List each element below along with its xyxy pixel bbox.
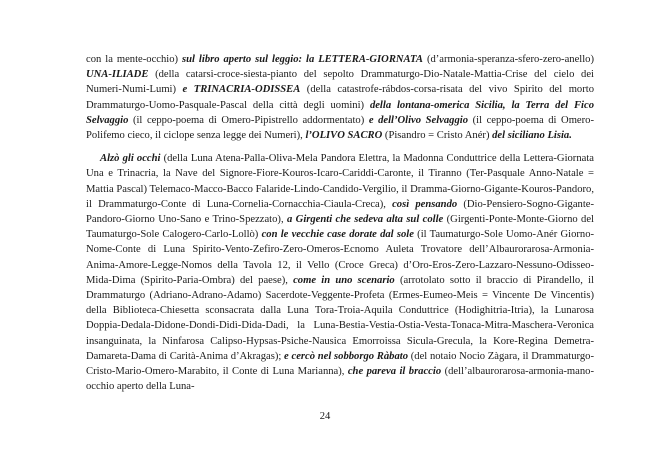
body-text-run: (della catarsi-croce-siesta-pianto del sepolto Drammaturgo-Dio-Natale-Mattia-Crise del cielo dei Numeri-Numi-Lumi) <box>86 69 594 96</box>
body-text-run: (della catastrofe-rábdos-corsa-risata del vivo Spirito del morto Drammaturgo-Uomo-Pasquale-Pascal della città degli uomini) <box>86 84 595 111</box>
body-text <box>86 52 594 394</box>
emphasis-text: UNA-ILIADE <box>86 69 149 81</box>
body-text-run: (d’armonia-speranza-sfero-zero-anello) <box>422 54 594 65</box>
emphasis-text: con le vecchie case dorate dal sole <box>261 229 414 241</box>
emphasis-text: così pensando <box>392 198 458 210</box>
body-text-run: (il ceppo-poema di Omero-Polifemo cieco, il ciclope senza legge dei Numeri), <box>86 114 594 142</box>
emphasis-text: Alzò gli occhi <box>100 153 161 165</box>
paragraph-2 <box>86 151 594 394</box>
paragraph-1 <box>86 52 594 143</box>
body-text-run: (del notaio Nocio Zàgara, il Drammaturgo-Cristo-Mario-Omero-Marabito, il Conte di Luna Marianna), <box>86 350 594 378</box>
body-text-run: (dell’albaurorarosa-armonia-mano-occhio aperto della Luna- <box>86 366 594 393</box>
emphasis-text: e TRINACRIA-ODISSEA <box>182 84 301 96</box>
body-text-run: (Dio-Pensiero-Sogno-Gigante-Pandoro-Giorno Uno-Sano e Trino-Spezzato), <box>86 198 594 226</box>
body-text-run: (il ceppo-poema di Omero-Pipistrello addormentato) <box>128 114 369 126</box>
body-text-run: (della Luna Atena-Palla-Oliva-Mela Pandora Elettra, la Madonna Conduttrice della Lettera-Giornata Una e Trinacria, la Nave del Signore-Fiore-Kouros-Icaro-Cariddi-Caronte, il Tiranno (Ter-Pasquale Anno-Natale = Mattia Pascal) Telemaco-Macco-Bacco Falaride-Lindo-Candido-Vergilio, il Dramma-Giorno-Gigante-Kouros-Pandoro, il Drammaturgo-Conte di Luna-Cornelia-Cornacchia-Ciaula-Creca), <box>86 153 594 210</box>
body-text-run: con la mente-occhio) <box>86 54 183 65</box>
emphasis-text: come in uno scenario <box>293 274 395 286</box>
emphasis-text: sul libro aperto sul leggio: la LETTERA-GIORNATA <box>182 54 423 65</box>
emphasis-text: che pareva il braccio <box>347 366 442 378</box>
emphasis-text: e cercò nel sobborgo Ràbato <box>284 350 408 362</box>
emphasis-text: del siciliano Lisia. <box>492 130 572 142</box>
emphasis-text: della lontana-omerica Sicilia, la Terra del Fico Selvaggio <box>86 99 594 126</box>
body-text-run: (il Taumaturgo-Sole Uomo-Anér Giorno-Nome-Conte di Luna Spirito-Vento-Zefiro-Zero-Omeros-Ecnomo Auleta Trovatore dell’Albaurorarosa-Armonia-Anima-Amore-Legge-Nomos della Tavola 12, il Vello (Croce Greca) d’Oro-Eros-Zero-Lazzaro-Nessuno-Odisseo-Mida-Dima (Spirito-Paria-Ombra) del paese), <box>86 229 595 286</box>
emphasis-text: e dell’Olivo Selvaggio <box>368 114 469 126</box>
body-text-run: (arrotolato sotto il braccio di Pirandello, il Drammaturgo (Adriano-Adrano-Adamo) Sacerdote-Veggente-Profeta (Ermes-Eumeo-Meis = Vincente De Vincentis) della Biblioteca-Chiesetta sconsacrata dalla Luna Tora-Troia-Aquila Conduttrice (Hodighitria-Itria), la Lunarosa Doppia-Dedala-Didone-Dondi-Didì-Dida-Dadi, la Luna-Bestia-Vestia-Ostia-Vesta-Tonaca-Mitra-Maschera-Veronica insanguinata, la Ninfarosa Calipso-Hypsas-Psiche-Nausica Emorroissa Sicula-Grecula, la Kore-Regina Demetra-Damareta-Dama di Carità-Anima d’Akragas); <box>86 274 594 362</box>
body-text-run: (Girgenti-Ponte-Monte-Giorno del Taumaturgo-Sole Calogero-Carlo-Lollò) <box>86 214 594 241</box>
emphasis-text: a Girgenti che sedeva alta sul colle <box>286 214 444 226</box>
body-text-run: (Pisandro = Cristo Anér) <box>382 130 493 142</box>
page-number: 24 <box>319 411 331 422</box>
emphasis-text: l’OLIVO SACRO <box>305 130 383 142</box>
